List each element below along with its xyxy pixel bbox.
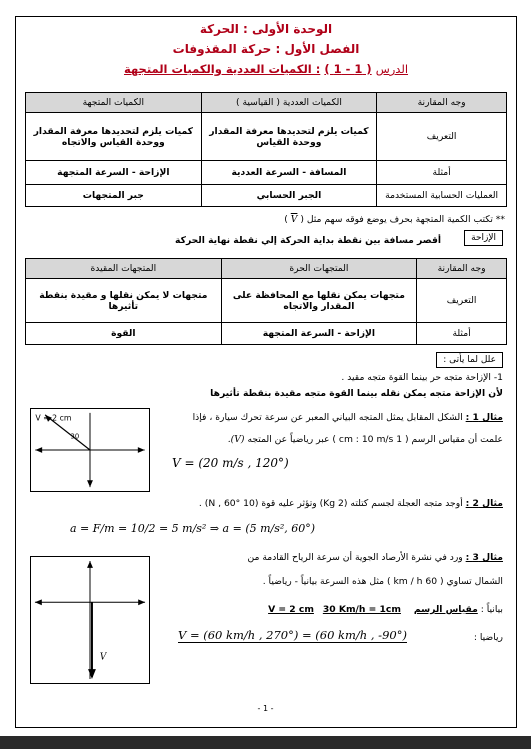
table-cell: الجبر الحسابي (201, 185, 377, 207)
example2-text (199, 498, 503, 509)
table-header-cell: المتجهات المقيدة (26, 259, 222, 279)
table-header-cell: المتجهات الحرة (221, 259, 417, 279)
example1-angle-text: 30 (70, 432, 80, 441)
example3-scale2: 30 Km/h = 1cm (322, 604, 401, 615)
table-cell: كميات يلزم لتحديدها معرفة المقدار ووحدة القياس (201, 113, 377, 161)
table-cell: التعريف (377, 113, 507, 161)
table-header-cell: وجه المقارنة (377, 93, 507, 113)
table-cell: الإزاحة - السرعة المتجهة (26, 161, 202, 185)
table-header-row (26, 93, 507, 113)
example1-diagram (30, 408, 150, 492)
example1-vector: (V). (227, 434, 245, 445)
table-header-cell: وجه المقارنة (417, 259, 507, 279)
table-cell: القوة (26, 323, 222, 345)
example2-label: مثال 2 : (465, 498, 503, 509)
chapter-title: الفصل الأول : حركة المقذوفات (172, 42, 360, 56)
note-text: ** تكتب الكمية المتجهة بحرف يوضع فوقه سهم مثل ( (300, 214, 505, 225)
example1-text1 (193, 412, 503, 423)
table-cell: المسافة - السرعة العددية (201, 161, 377, 185)
note-close: ) (284, 214, 288, 225)
example1-result: V = (20 m/s , 120°) (172, 456, 289, 470)
example1-text2 (228, 434, 503, 445)
example3-vector-label: V (99, 652, 107, 663)
example3-text1 (248, 552, 503, 563)
example1-line2: علمت أن مقياس الرسم ( 1 cm : 10 m/s ) عبر رياضياً عن المتجه (247, 434, 503, 445)
example3-text2: الشمال تساوي ( 60 km / h ) مثل هذه السرعة بيانياً - رياضياً . (262, 576, 503, 587)
example3-math: V = (60 km/h , 270°) = (60 km/h , -90°) (178, 628, 407, 642)
table-cell: أمثلة (417, 323, 507, 345)
free-bound-vectors-table (25, 258, 507, 345)
table-header-row (26, 259, 507, 279)
scalar-vector-table (25, 92, 507, 207)
explain-question: 1- الإزاحة متجه حر بينما القوة متجه مقيد . (341, 372, 503, 383)
table-cell: جبر المتجهات (26, 185, 202, 207)
table-cell: العمليات الحسابية المستخدمة (377, 185, 507, 207)
example3-line1: ورد في نشرة الأرصاد الجوية أن سرعة الرياح القادمة من (247, 552, 463, 563)
table-header-cell: الكميات العددية ( القياسية ) (201, 93, 377, 113)
example3-label: مثال 3 : (465, 552, 503, 563)
unit-title: الوحدة الأولى : الحركة (199, 22, 333, 36)
vector-symbol: V (290, 214, 298, 225)
table-row (26, 279, 507, 323)
table-cell: أمثلة (377, 161, 507, 185)
lesson-label: الدرس (375, 62, 409, 76)
table-cell: الإزاحة - السرعة المتجهة (221, 323, 417, 345)
table-row (26, 113, 507, 161)
table-cell: متجهات لا يمكن نقلها و مقيدة بنقطة تأثيرها (26, 279, 222, 323)
table-cell: كميات يلزم لتحديدها معرفة المقدار ووحدة القياس والاتجاه (26, 113, 202, 161)
example2-formula: a = F/m = 10/2 = 5 m/s² ⇒ a = (5 m/s², 60°) (70, 522, 316, 535)
example3-diagram (30, 556, 150, 684)
example1-line1: الشكل المقابل يمثل المتجه البياني المعبر عن سرعة تحرك سيارة ، فإذا (192, 412, 463, 423)
lesson-topic: : الكميات العددية والكميات المتجهة (123, 62, 321, 76)
bottom-bar (0, 736, 531, 749)
example3-graph-row (268, 604, 503, 615)
example3-math-label: رياضيا : (473, 632, 503, 643)
table-cell: التعريف (417, 279, 507, 323)
lesson-title (40, 62, 492, 76)
displacement-definition: أقصر مسافة بين نقطة بداية الحركة إلي نقطة نهاية الحركة (175, 235, 441, 246)
table-cell: متجهات يمكن نقلها مع المحافظة على المقدار والاتجاه (221, 279, 417, 323)
table-row (26, 323, 507, 345)
table-header-cell: الكميات المتجهة (26, 93, 202, 113)
example3-graph-label: بيانياً : (480, 604, 503, 615)
example3-math-row (474, 632, 503, 643)
lesson-number: ( 1 - 1 ) (324, 62, 372, 76)
example3-scale1: V = 2 cm (268, 604, 314, 615)
page-number: - 1 - (257, 704, 274, 713)
example3-scale-label: مقياس الرسم (413, 604, 478, 615)
vector-notation-note (284, 214, 505, 225)
example2-line: أوجد متجه العجلة لجسم كتلته (2 Kg) وتؤثر عليه قوة (10 N , 60°) . (198, 498, 463, 509)
example1-scale-text: V = 2 cm (35, 413, 72, 423)
explain-label-box: علل لما يأتى : (436, 352, 503, 368)
table-row (26, 185, 507, 207)
table-row (26, 161, 507, 185)
explain-answer: لأن الإزاحة متجه يمكن نقله بينما القوة متجه مقيدة بنقطة تأثيرها (210, 388, 503, 399)
displacement-label-box: الإزاحة (464, 230, 503, 246)
example1-label: مثال 1 : (465, 412, 503, 423)
